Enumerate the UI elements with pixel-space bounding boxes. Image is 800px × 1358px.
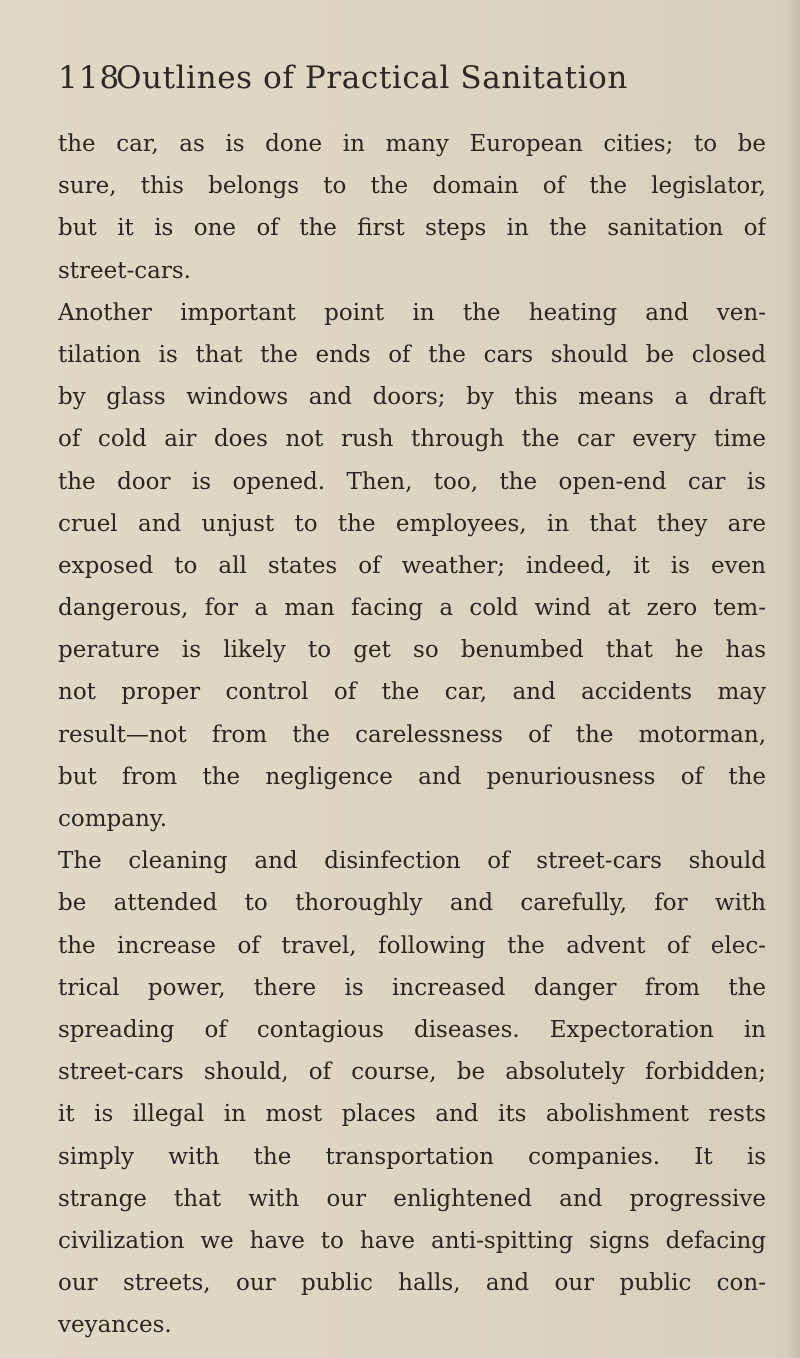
text-line: perature is likely to get so benumbed that he has xyxy=(58,637,766,664)
text-line: veyances. xyxy=(58,1312,172,1339)
text-line: trical power, there is increased danger from the xyxy=(58,974,766,1001)
text-line: the door is opened. Then, too, the open-end car is xyxy=(58,468,766,495)
text-line: dangerous, for a man facing a cold wind at zero tem- xyxy=(58,595,766,622)
text-line: by glass windows and doors; by this means a draft xyxy=(58,384,766,411)
text-line: company. xyxy=(58,806,168,832)
page-edge-shadow xyxy=(786,0,800,1358)
text-line: The cleaning and disinfection of street-cars should xyxy=(58,848,766,875)
text-line: street-cars should, of course, be absolutely forbidden; xyxy=(58,1059,766,1086)
text-line: of cold air does not rush through the car every time xyxy=(58,426,766,453)
text-line: but it is one of the first steps in the sanitation of xyxy=(58,215,766,242)
body-text xyxy=(58,123,766,1346)
page-number: 118 xyxy=(58,60,121,96)
text-line: civilization we have to have anti-spitting signs defacing xyxy=(58,1227,766,1254)
text-line: be attended to thoroughly and carefully, for with xyxy=(58,890,766,917)
text-line: tilation is that the ends of the cars should be closed xyxy=(58,341,766,368)
text-line: street-cars. xyxy=(58,257,191,284)
running-head-title: Outlines of Practical Sanitation xyxy=(116,60,628,96)
text-line: sure, this belongs to the domain of the legislator, xyxy=(58,173,766,200)
text-line: strange that with our enlightened and progressive xyxy=(58,1185,766,1212)
text-line: cruel and unjust to the employees, in that they are xyxy=(58,510,766,537)
text-line: the increase of travel, following the advent of elec- xyxy=(58,932,766,959)
text-line: the car, as is done in many European cities; to be xyxy=(58,131,766,157)
text-line: simply with the transportation companies. It is xyxy=(58,1143,766,1170)
text-line: spreading of contagious diseases. Expectoration in xyxy=(58,1016,766,1043)
text-line: it is illegal in most places and its abolishment rests xyxy=(58,1101,766,1128)
text-line: our streets, our public halls, and our public con- xyxy=(58,1270,766,1297)
text-line: not proper control of the car, and accidents may xyxy=(58,679,766,706)
text-line: Another important point in the heating and ven- xyxy=(58,299,766,326)
text-line: but from the negligence and penuriousness of the xyxy=(58,763,766,790)
running-head xyxy=(58,55,758,101)
text-line: exposed to all states of weather; indeed, it is even xyxy=(58,552,766,579)
text-line: result—not from the carelessness of the motorman, xyxy=(58,721,766,748)
